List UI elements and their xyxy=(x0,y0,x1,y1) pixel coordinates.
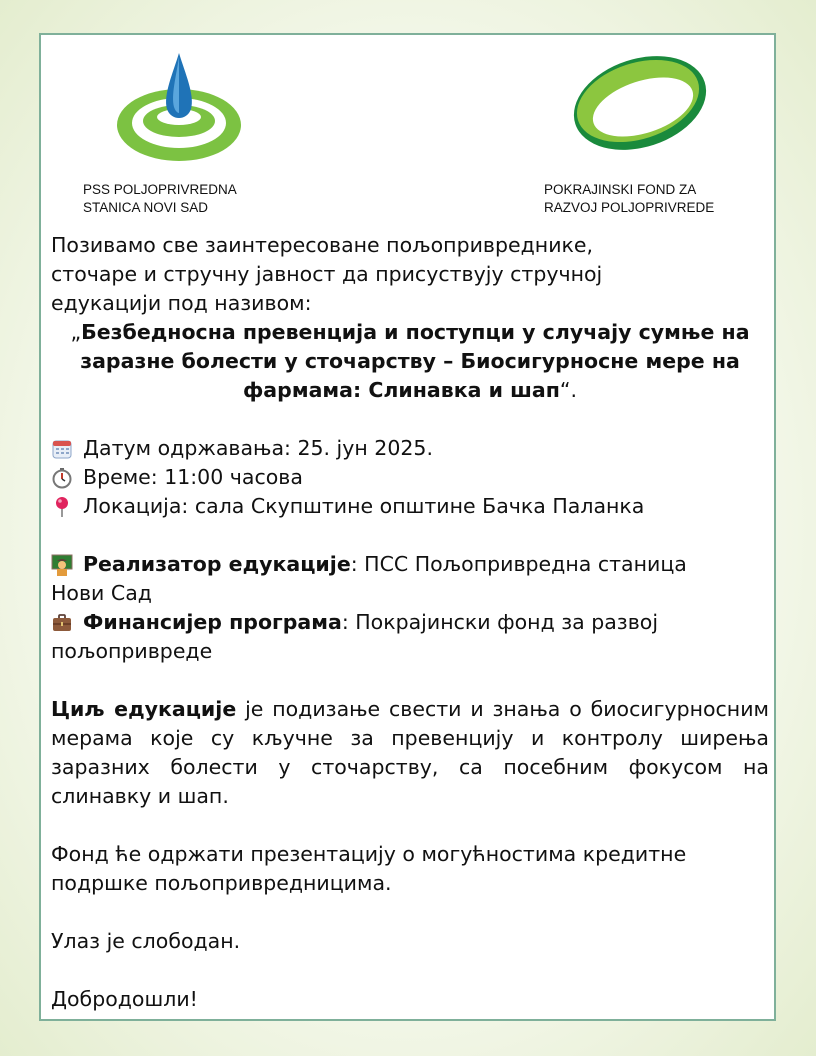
financier-value: : Покрајински фонд за развој xyxy=(341,610,659,634)
event-time: Време: 11:00 часова xyxy=(83,465,303,489)
title-text-2: заразне болести у сточарству – Биосигурносне мере на xyxy=(80,349,740,373)
pin-icon xyxy=(51,496,73,518)
right-org-name xyxy=(544,181,764,217)
event-title-line3 xyxy=(51,376,769,405)
event-location: Локација: сала Скупштине општине Бачка Паланка xyxy=(83,494,645,518)
entry-note: Улаз је слободан. xyxy=(51,929,241,953)
organizer-line2: Нови Сад xyxy=(51,581,152,605)
goal-paragraph xyxy=(51,695,769,811)
goal-label: Циљ едукације xyxy=(51,697,237,721)
financier-row xyxy=(51,608,769,637)
fund-logo xyxy=(569,45,711,163)
left-org-name xyxy=(83,181,303,217)
left-org-line1: PSS POLJOPRIVREDNA xyxy=(83,182,237,197)
fund-line2: подршке пољопривредницима. xyxy=(51,871,392,895)
financier-label: Финансијер програма xyxy=(83,610,342,634)
briefcase-icon xyxy=(51,612,73,634)
event-date: Датум одржавања: 25. јун 2025. xyxy=(83,436,433,460)
time-row xyxy=(51,463,769,492)
financier-text xyxy=(83,608,658,637)
intro-line3: едукацији под називом: xyxy=(51,291,312,315)
teacher-icon xyxy=(51,554,73,576)
calendar-icon xyxy=(51,438,73,460)
location-row xyxy=(51,492,769,521)
intro-line2: сточаре и стручну јавност да присуствују стручној xyxy=(51,262,603,286)
stopwatch-icon xyxy=(51,467,73,489)
intro-line1: Позивамо све заинтересоване пољопривреднике, xyxy=(51,233,594,257)
flyer-content xyxy=(51,231,769,1014)
close-quote: “. xyxy=(559,378,578,402)
financier-line2: пољопривреде xyxy=(51,639,213,663)
welcome-note: Добродошли! xyxy=(51,987,198,1011)
event-title-line2 xyxy=(51,347,769,376)
date-row xyxy=(51,434,769,463)
fund-line1: Фонд ће одржати презентацију о могућностима кредитне xyxy=(51,842,687,866)
right-org-line1: POKRAJINSKI FOND ZA xyxy=(544,182,697,197)
title-text-3: фармама: Слинавка и шап xyxy=(242,378,560,402)
organizer-row xyxy=(51,550,769,579)
open-quote: „ xyxy=(70,320,82,344)
event-title-line1 xyxy=(51,318,769,347)
left-org-line2: STANICA NOVI SAD xyxy=(83,200,209,215)
organizer-value: : ПСС Пољопривредна станица xyxy=(350,552,687,576)
title-text-1: Безбедносна превенција и поступци у случају сумње на xyxy=(81,320,750,344)
right-org-line2: RAZVOJ POLJOPRIVREDE xyxy=(544,200,715,215)
flyer-page xyxy=(39,33,776,1021)
organizer-label: Реализатор едукације xyxy=(83,552,351,576)
pss-logo xyxy=(111,49,247,167)
goal-text: је подизање свести и знања о биосигурносним мерама које су кључне за превенцију и контролу ширења заразних болести у сточарству, са посебним фокусом на слинавку и шап. xyxy=(51,697,769,808)
organizer-text xyxy=(83,550,687,579)
